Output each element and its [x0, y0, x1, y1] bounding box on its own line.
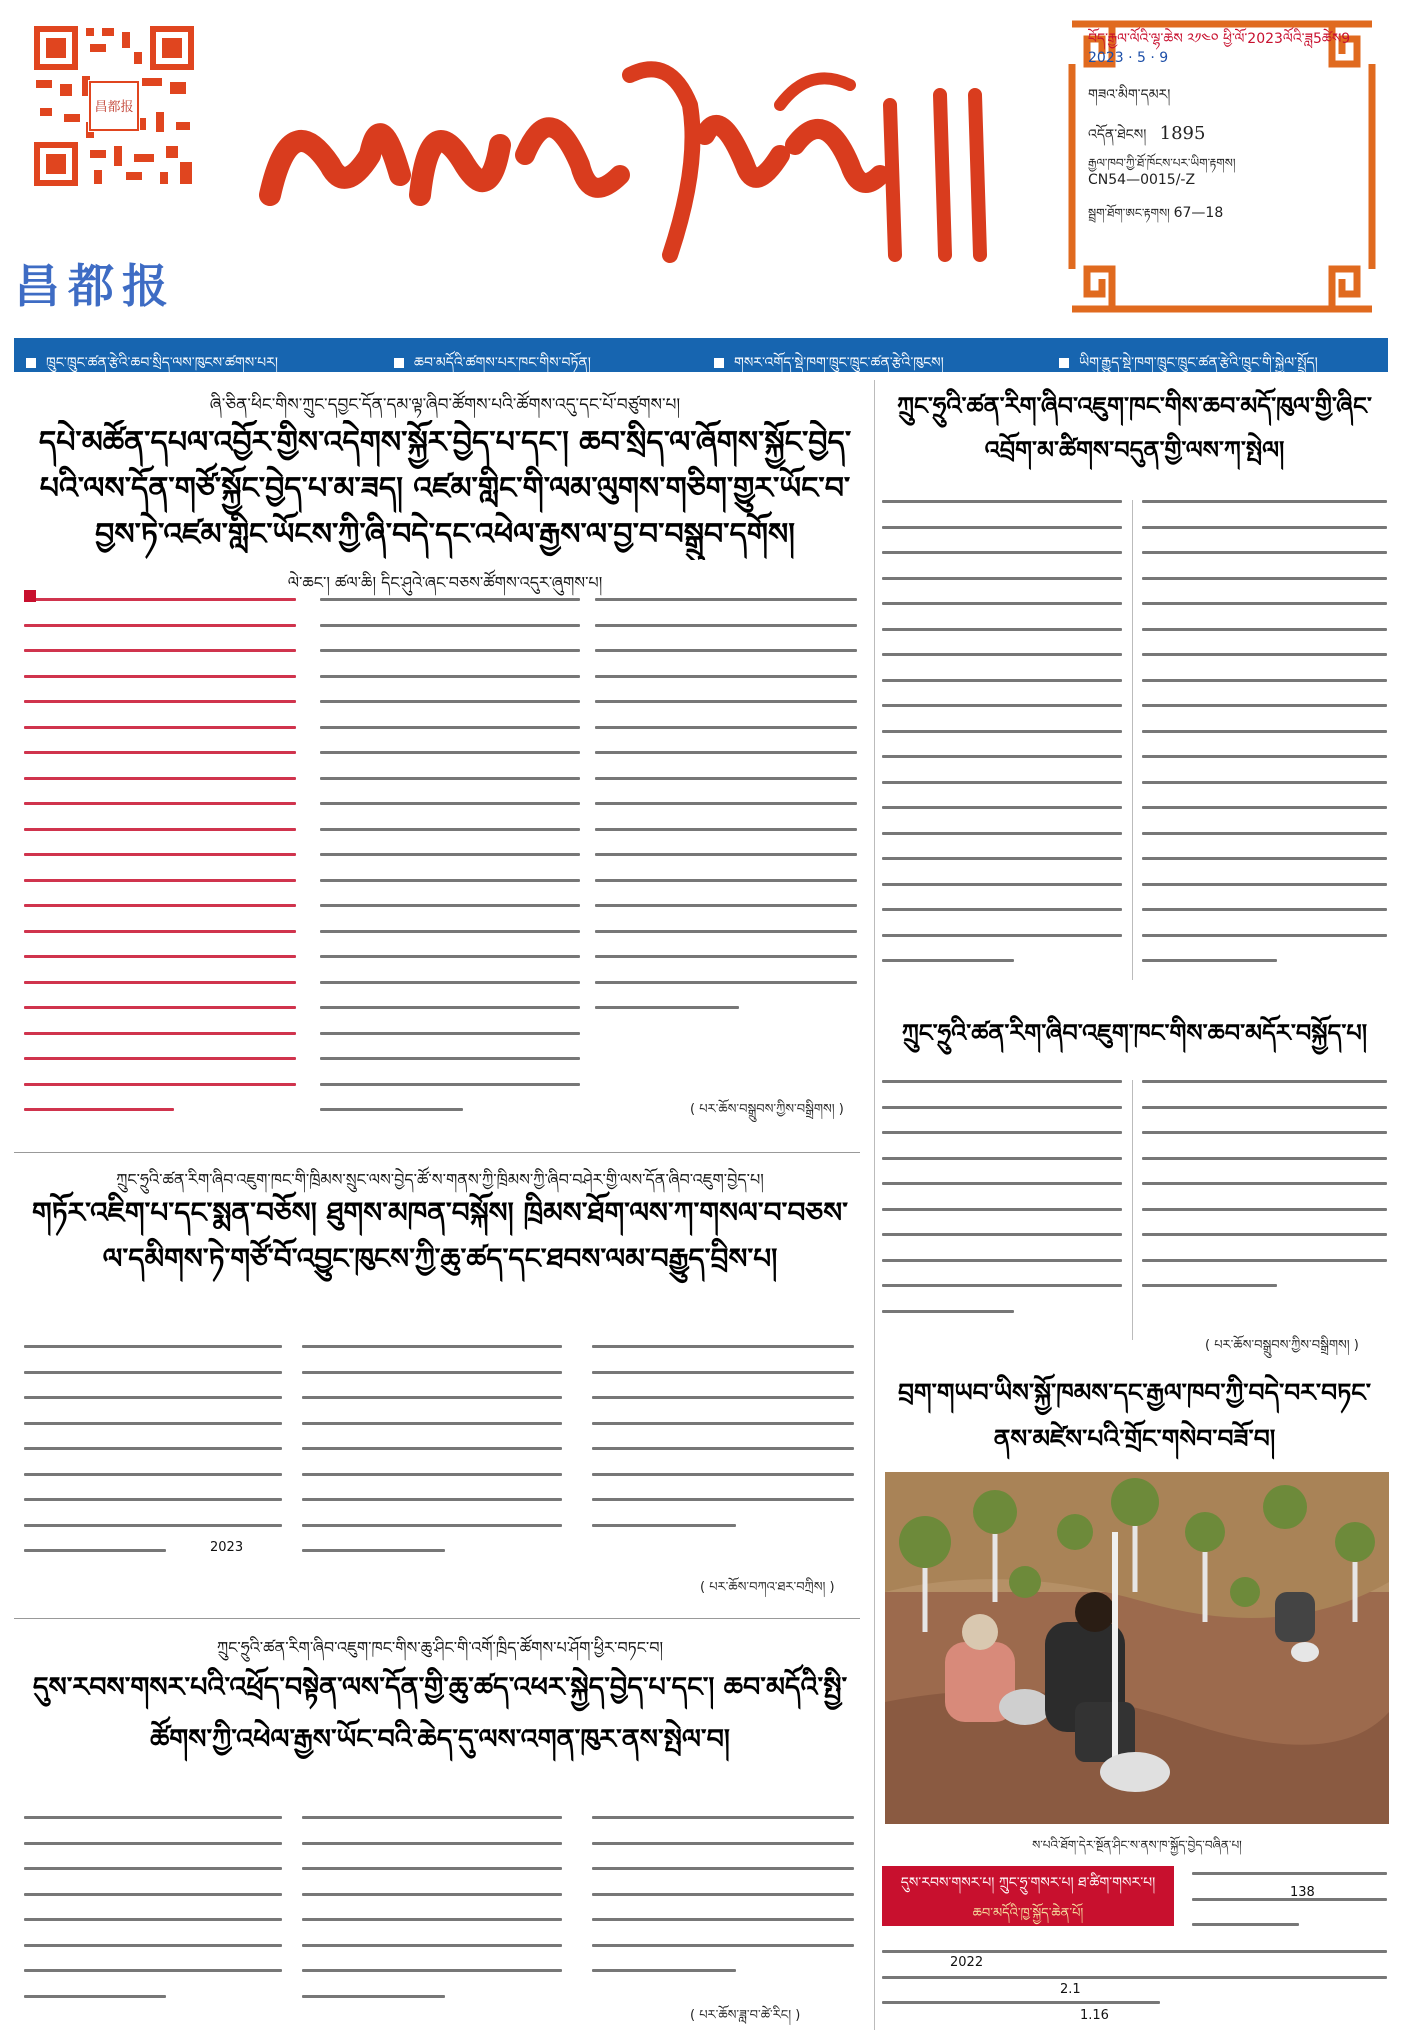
- text-line: [592, 1969, 736, 1972]
- text-line: [24, 1473, 282, 1476]
- lead-column-1: [24, 598, 296, 1138]
- text-line: [595, 624, 857, 627]
- text-line: [24, 802, 296, 805]
- text-line: [1142, 602, 1387, 605]
- text-line: [882, 704, 1122, 707]
- text-line: [320, 777, 580, 780]
- middle-column-2: [302, 1345, 562, 1585]
- section-bar-item: ཁྲུང་ཁྲུང་ཚན་རྩེའི་ཆབ་སྲིད་ལས་ཁུངས་ཚགས་པར།: [26, 346, 278, 386]
- photo-story-headline: བྲག་གཡབ་ཡིས་སྐྱོ་ཁམས་དང་རྒྱལ་ཁབ་ཀྱི་བདེ་བར་བཏང་ནས་མཛེས་པའི་གྲོང་གསེབ་བཟོ་བ།: [898, 1378, 1371, 1453]
- figure-2-1: 2.1: [1060, 1982, 1081, 1997]
- weekday: གཟའ་མིག་དམར།: [1088, 87, 1171, 103]
- text-line: [592, 1473, 854, 1476]
- text-line: [24, 1032, 296, 1035]
- lead-column-2: [320, 598, 580, 1138]
- text-line: [882, 883, 1122, 886]
- lower-column-2: [302, 1816, 562, 2031]
- text-line: [1142, 679, 1387, 682]
- photo-caption: ས་པའི་ཐོག་དེར་སྔོན་ཤིང་ས་ནས་ཁ་སྐྱོད་བྱེད་བཞིན་པ།: [1032, 1838, 1242, 1852]
- text-line: [882, 857, 1122, 860]
- text-line: [882, 1950, 1387, 1953]
- text-line: [882, 602, 1122, 605]
- text-line: [24, 1944, 282, 1947]
- text-line: [595, 700, 857, 703]
- text-line: [882, 1080, 1122, 1083]
- text-line: [1142, 1233, 1387, 1236]
- text-line: [1142, 653, 1387, 656]
- code-label: རྒྱལ་ཁབ་ཀྱི་ཐོ་ཁོངས་པར་ཡིག་རྟགས།: [1088, 156, 1236, 170]
- section-divider: [14, 1152, 860, 1153]
- text-line: [24, 700, 296, 703]
- qr-code: [30, 22, 198, 190]
- text-line: [24, 726, 296, 729]
- lead-column-3: [595, 598, 857, 1048]
- text-line: [302, 1893, 562, 1896]
- text-line: [1142, 832, 1387, 835]
- text-line: [592, 1422, 854, 1425]
- text-line: [320, 981, 580, 984]
- postal-row: [1088, 200, 1362, 234]
- text-line: [24, 777, 296, 780]
- text-line: [320, 930, 580, 933]
- text-line: [882, 2001, 1160, 2004]
- text-line: [24, 1549, 166, 1552]
- text-line: [320, 751, 580, 754]
- text-line: [24, 1867, 282, 1870]
- right-mid-headline: ཀྲུང་ཧྲུའི་ཚན་རིག་ཞིབ་འཇུག་ཁང་གིས་ཆབ་མདོར་བསྐྱོད་པ།: [901, 1019, 1368, 1047]
- text-line: [1142, 730, 1387, 733]
- text-line: [1142, 1259, 1387, 1262]
- text-line: [1142, 934, 1387, 937]
- text-line: [882, 551, 1122, 554]
- text-line: [882, 1976, 1387, 1979]
- text-line: [592, 1371, 854, 1374]
- text-line: [302, 1842, 562, 1845]
- column-divider: [1132, 1080, 1133, 1340]
- text-line: [24, 853, 296, 856]
- text-line: [595, 802, 857, 805]
- text-line: [882, 1131, 1122, 1134]
- issue-number: 1895: [1159, 123, 1206, 144]
- text-line: [1142, 781, 1387, 784]
- text-line: [302, 1944, 562, 1947]
- figure-138: 138: [1290, 1885, 1315, 1900]
- text-line: [882, 1182, 1122, 1185]
- text-line: [24, 981, 296, 984]
- text-line: [595, 930, 857, 933]
- text-line: [24, 1447, 282, 1450]
- text-line: [882, 806, 1122, 809]
- section-divider: [14, 1618, 860, 1619]
- text-line: [320, 828, 580, 831]
- middle-year: 2023: [210, 1540, 244, 1555]
- text-line: [1142, 883, 1387, 886]
- text-line: [882, 1284, 1122, 1287]
- text-line: [320, 700, 580, 703]
- text-line: [595, 649, 857, 652]
- date-line: བོད་རྒྱལ་ལོའི་ལྷ་ཆེས ༢༡༤༠ ཕྱི་ལོ་2023ལོའི་ཟླ5ཚེས9: [1088, 31, 1351, 47]
- section-bar-item: ཆབ་མདོའི་ཚགས་པར་ཁང་གིས་བཏོན།: [394, 346, 591, 386]
- text-line: [592, 1345, 854, 1348]
- right-mid-byline: ( པར་ཆོས་བསྒྲུབས་ཀྱིས་བསྒྲིགས། ): [1205, 1338, 1359, 1353]
- text-line: [24, 1108, 174, 1111]
- figure-2022: 2022: [950, 1955, 984, 1970]
- lower-byline: ( པར་ཆོས་ཟླ་བ་ཚེ་རིང། ): [690, 2008, 801, 2023]
- figure-1-16: 1.16: [1080, 2008, 1109, 2023]
- issue-label: འདོན་ཐེངས།: [1088, 127, 1147, 143]
- text-line: [1192, 1923, 1299, 1926]
- text-line: [320, 1057, 580, 1060]
- text-line: [1142, 1131, 1387, 1134]
- text-line: [882, 628, 1122, 631]
- lower-column-1: [24, 1816, 282, 2031]
- text-line: [592, 1396, 854, 1399]
- lead-subhead: ལེ་ཆང་། ཚལ་ཆི། དིང་ཤུའེ་ཞང་བཅས་ཚོགས་འདུར་ཞུགས་པ།: [287, 573, 603, 592]
- lower-headline: དུས་རབས་གསར་པའི་འཕྲོད་བསྟེན་ལས་དོན་གྱི་ཆུ་ཚད་འཕར་སྐྱེད་བྱེད་པ་དང་། ཆབ་མདོའི་སྤྱི་ཚོགས་ཀྱི་འཕེལ་རྒྱས་ཡོང་བའི་ཆེད་དུ་ལས་འགན་ཁུར་ནས་སྤེལ་བ།: [32, 1672, 848, 1755]
- text-line: [1142, 1157, 1387, 1160]
- section-bar: [14, 338, 1388, 372]
- text-line: [302, 1396, 562, 1399]
- text-line: [320, 853, 580, 856]
- text-line: [302, 1524, 562, 1527]
- text-line: [595, 1006, 739, 1009]
- text-line: [882, 781, 1122, 784]
- publication-code: CN54—0015/-Z: [1088, 172, 1196, 188]
- text-line: [882, 730, 1122, 733]
- text-line: [320, 649, 580, 652]
- text-line: [595, 955, 857, 958]
- postal-label: སྦྲག་ཐོག་ཨང་རྟགས།: [1088, 206, 1170, 220]
- text-line: [882, 679, 1122, 682]
- column-divider: [1132, 500, 1133, 980]
- right-top-column-1: [882, 500, 1122, 990]
- text-line: [302, 1816, 562, 1819]
- middle-column-1: [24, 1345, 282, 1585]
- text-line: [882, 577, 1122, 580]
- highlight-banner-line-2: ཆབ་མདོའི་ཁྱ་སྐྱོད་ཆེན་པོ།: [972, 1906, 1084, 1921]
- text-line: [24, 879, 296, 882]
- text-line: [302, 1969, 562, 1972]
- text-line: [882, 959, 1014, 962]
- right-top-column-2: [1142, 500, 1387, 990]
- text-line: [24, 1371, 282, 1374]
- square-bullet-icon: [1059, 358, 1069, 368]
- text-line: [320, 1083, 580, 1086]
- text-line: [24, 1969, 282, 1972]
- text-line: [882, 1208, 1122, 1211]
- text-line: [1142, 500, 1387, 503]
- text-line: [882, 526, 1122, 529]
- text-line: [302, 1549, 445, 1552]
- right-mid-column-1: [882, 1080, 1122, 1350]
- text-line: [882, 755, 1122, 758]
- text-line: [24, 1498, 282, 1501]
- text-line: [592, 1816, 854, 1819]
- text-line: [592, 1842, 854, 1845]
- square-bullet-icon: [26, 358, 36, 368]
- text-line: [1192, 1872, 1387, 1875]
- text-line: [1142, 1106, 1387, 1109]
- text-line: [302, 1371, 562, 1374]
- text-line: [24, 1422, 282, 1425]
- text-line: [302, 1473, 562, 1476]
- text-line: [24, 1396, 282, 1399]
- text-line: [302, 1422, 562, 1425]
- text-line: [1142, 551, 1387, 554]
- text-line: [592, 1498, 854, 1501]
- text-line: [595, 981, 857, 984]
- text-line: [595, 726, 857, 729]
- text-line: [592, 1524, 736, 1527]
- text-line: [1142, 959, 1277, 962]
- text-line: [1142, 1080, 1387, 1083]
- text-line: [1142, 1208, 1387, 1211]
- text-line: [24, 828, 296, 831]
- text-line: [1142, 806, 1387, 809]
- photo-story-column-right: [1192, 1872, 1387, 1952]
- newspaper-title-logo: [250, 45, 1020, 275]
- square-bullet-icon: [394, 358, 404, 368]
- date-year: 2023: [1088, 50, 1124, 66]
- lower-kicker: ཀྲུང་ཧྲུའི་ཚན་རིག་ཞིབ་འཇུག་ཁང་གིས་ཆུ་ཤིང་གི་འགོ་ཁྲིད་ཚོགས་པ་ཤོག་ཕྱིར་བཏང་བ།: [216, 1638, 664, 1657]
- text-line: [882, 832, 1122, 835]
- text-line: [595, 879, 857, 882]
- text-line: [592, 1867, 854, 1870]
- text-line: [320, 726, 580, 729]
- text-line: [320, 879, 580, 882]
- text-line: [24, 930, 296, 933]
- text-line: [882, 653, 1122, 656]
- text-line: [595, 904, 857, 907]
- text-line: [24, 751, 296, 754]
- middle-column-3: [592, 1345, 854, 1565]
- qr-logo-text: 昌都报: [94, 100, 134, 115]
- text-line: [320, 802, 580, 805]
- square-bullet-icon: [714, 358, 724, 368]
- text-line: [595, 751, 857, 754]
- text-line: [1142, 526, 1387, 529]
- text-line: [24, 624, 296, 627]
- lead-headline: དཔེ་མཚོན་དཔལ་འབྱོར་གྱིས་འདེགས་སྐྱོར་བྱེད་པ་དང་། ཆབ་སྲིད་ལ་ཞོགས་སྐྱོང་བྱེད་པའི་ལས་དོན་གཙོ་སྐྱོང་བྱེད་པ་མ་ཟད། འཛམ་གླིང་གི་ལམ་ལུགས་གཅིག་གྱུར་ཡོང་བ་བྱས་ཏེ་འཛམ་གླིང་ཡོངས་ཀྱི་ཞི་བདེ་དང་འཕེལ་རྒྱས་ལ་བྱ་བ་བསྒྲུབ་དགོས།: [38, 425, 852, 552]
- text-line: [592, 1944, 854, 1947]
- text-line: [24, 1918, 282, 1921]
- middle-kicker: ཀྲུང་ཧྲུའི་ཚན་རིག་ཞིབ་འཇུག་ཁང་གི་ཁྲིམས་སྲུང་ལས་བྱེད་ཚོ་ས་གནས་ཀྱི་ཁྲིམས་ཀྱི་ཞིབ་བཤེར་གྱི་ལས་དོན་ཞིབ་འཇུག་བྱེད་པ།: [116, 1170, 764, 1189]
- text-line: [882, 1233, 1122, 1236]
- text-line: [24, 904, 296, 907]
- newspaper-title-chinese: 昌都报: [14, 259, 176, 313]
- text-line: [302, 1867, 562, 1870]
- text-line: [1142, 577, 1387, 580]
- text-line: [320, 1006, 580, 1009]
- text-line: [24, 598, 296, 601]
- lead-kicker: ཞི་ཅིན་ཕིང་གིས་ཀྲུང་དབྱང་དོན་དམ་ལྟ་ཞིབ་ཚོགས་པའི་ཚོགས་འདུ་དང་པོ་བཙུགས་པ།: [209, 395, 681, 415]
- section-bar-item: ཡིག་རྒྱུད་སྡེ་ཁག་ཁྲུང་ཁྲུང་ཚན་རྩེའི་ཁྲུང་གི་སྐྱེལ་སྤྲོད།: [1059, 346, 1318, 386]
- text-line: [595, 777, 857, 780]
- middle-headline: གཏོར་འཇིག་པ་དང་སྨན་བཅོས། ཐུགས་མཁན་བསྐོས། ཁྲིམས་ཐོག་ལས་ཀ་གསལ་བ་བཅས་ལ་དམིགས་ཏེ་གཙོ་བོ་འབྱུང་ཁུངས་ཀྱི་ཆུ་ཚད་དང་ཐབས་ལམ་བརྒྱུད་བྲིས་པ།: [32, 1196, 848, 1275]
- text-line: [24, 675, 296, 678]
- text-line: [24, 1345, 282, 1348]
- text-line: [320, 955, 580, 958]
- right-mid-column-2: [1142, 1080, 1387, 1330]
- text-line: [1142, 857, 1387, 860]
- lower-column-3: [592, 1816, 854, 1996]
- date-year-month-day: 2023 · 5 · 9: [1088, 50, 1169, 66]
- text-line: [882, 1259, 1122, 1262]
- text-line: [882, 500, 1122, 503]
- text-line: [24, 1842, 282, 1845]
- text-line: [882, 1310, 1014, 1313]
- text-line: [24, 1083, 296, 1086]
- text-line: [24, 649, 296, 652]
- text-line: [595, 598, 857, 601]
- text-line: [1142, 908, 1387, 911]
- text-line: [1142, 1284, 1277, 1287]
- text-line: [595, 853, 857, 856]
- text-line: [302, 1345, 562, 1348]
- text-line: [320, 675, 580, 678]
- text-line: [1142, 755, 1387, 758]
- text-line: [24, 1816, 282, 1819]
- text-line: [882, 1157, 1122, 1160]
- text-line: [320, 904, 580, 907]
- text-line: [302, 1995, 445, 1998]
- text-line: [320, 624, 580, 627]
- text-line: [1142, 628, 1387, 631]
- text-line: [882, 1106, 1122, 1109]
- text-line: [592, 1447, 854, 1450]
- text-line: [882, 934, 1122, 937]
- text-line: [595, 675, 857, 678]
- text-line: [592, 1918, 854, 1921]
- lead-byline: ( པར་ཆོས་བསྒྲུབས་ཀྱིས་བསྒྲིགས། ): [690, 1102, 844, 1117]
- text-line: [24, 1995, 166, 1998]
- text-line: [592, 1893, 854, 1896]
- postal-code: 67—18: [1173, 205, 1224, 221]
- text-line: [1142, 1182, 1387, 1185]
- text-line: [24, 1006, 296, 1009]
- tree-planting-photo: [885, 1472, 1389, 1824]
- middle-byline: ( པར་ཆོས་བཀའ་ཐར་བཀྲིས། ): [700, 1580, 835, 1595]
- text-line: [24, 1893, 282, 1896]
- text-line: [320, 1032, 580, 1035]
- text-line: [320, 598, 580, 601]
- text-line: [595, 828, 857, 831]
- text-line: [24, 1524, 282, 1527]
- text-line: [302, 1498, 562, 1501]
- date-month: 5: [1137, 50, 1146, 66]
- text-line: [320, 1108, 463, 1111]
- text-line: [882, 908, 1122, 911]
- text-line: [302, 1918, 562, 1921]
- text-line: [1142, 704, 1387, 707]
- right-top-headline: ཀྲུང་ཧྲུའི་ཚན་རིག་ཞིབ་འཇུག་ཁང་གིས་ཆབ་མདོ་ཁུལ་གྱི་ཞིང་འབྲོག་མ་ཚིགས་བདུན་གྱི་ལས་ཀ་སྤེལ།: [897, 392, 1372, 464]
- section-bar-item: གསར་འགོད་སྡེ་ཁག་ཁྲུང་ཁྲུང་ཚན་རྩེའི་ཁུངས།: [714, 346, 944, 386]
- highlight-banner-line-1: དུས་རབས་གསར་པ། ཀྲུང་ཧྲུ་གསར་པ། ཐ་ཚིག་གསར་པ།: [900, 1875, 1156, 1891]
- text-line: [302, 1447, 562, 1450]
- page-divider: [874, 380, 875, 2030]
- text-line: [24, 955, 296, 958]
- date-day: 9: [1159, 50, 1169, 66]
- text-line: [24, 1057, 296, 1060]
